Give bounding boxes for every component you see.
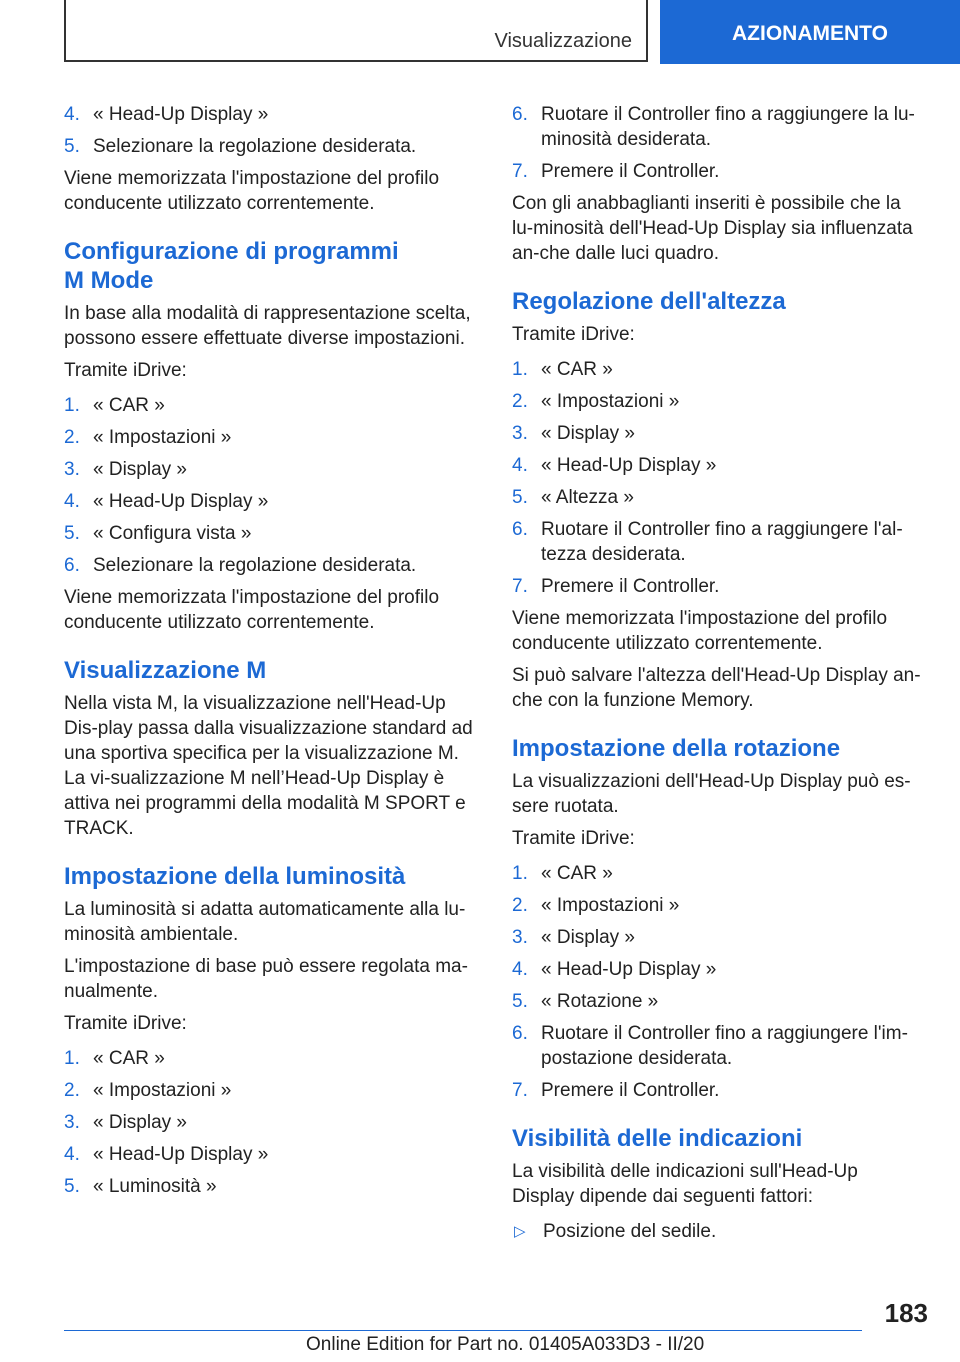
paragraph: Tramite iDrive: xyxy=(512,324,635,345)
list-item: 7. Premere il Controller. xyxy=(512,161,720,182)
step-text: Selezionare la regolazione desiderata. xyxy=(93,136,417,157)
list-item: 4. « Head-Up Display » xyxy=(64,491,269,512)
list-item: ▷ Posizione del sedile. xyxy=(514,1221,717,1242)
paragraph: L'impostazione di base può essere regolata ma-nualmente. xyxy=(64,956,468,1002)
note: Viene memorizzata l'impostazione del profilo conducente utilizzato correntemente. xyxy=(512,608,888,654)
paragraph: In base alla modalità di rappresentazione scelta, possono essere effettuate diverse impostazioni. xyxy=(64,303,471,349)
list-item: 1. « CAR » xyxy=(512,863,613,884)
paragraph: La luminosità si adatta automaticamente alla lu-minosità ambientale. xyxy=(64,899,466,945)
paragraph: La visualizzazioni dell'Head-Up Display può es-sere ruotata. xyxy=(512,771,911,817)
list-item: 3. « Display » xyxy=(64,459,187,480)
list-item: 7. Premere il Controller. xyxy=(512,1080,720,1101)
list-item: 5. « Configura vista » xyxy=(64,523,252,544)
list-item: 6. Ruotare il Controller fino a raggiungere l'im-postazione desiderata. xyxy=(512,1023,908,1069)
section-title: Visualizzazione xyxy=(494,30,632,52)
header-section-box xyxy=(64,0,648,62)
step-text: « Head-Up Display » xyxy=(93,104,269,125)
list-item: 1. « CAR » xyxy=(512,359,613,380)
list-item: 4. « Head-Up Display » xyxy=(64,1144,269,1165)
list-item: 3. « Display » xyxy=(512,423,635,444)
left-column xyxy=(64,102,476,1206)
list-item: 6. Selezionare la regolazione desiderata. xyxy=(64,555,417,576)
list-item xyxy=(64,102,476,127)
section-heading: Regolazione dell'altezza xyxy=(512,288,786,315)
list-item: 5. « Altezza » xyxy=(512,487,634,508)
list-item: 2. « Impostazioni » xyxy=(64,1080,232,1101)
note: Con gli anabbaglianti inseriti è possibile che la lu-minosità dell'Head-Up Display sia influenzata an-che dalle luci quadro. xyxy=(512,193,913,264)
note: Si può salvare l'altezza dell'Head-Up Display an-che con la funzione Memory. xyxy=(512,665,921,711)
page-number: 183 xyxy=(884,1298,928,1328)
section-heading: Impostazione della rotazione xyxy=(512,735,841,762)
list-item: 6. Ruotare il Controller fino a raggiungere l'al-tezza desiderata. xyxy=(512,519,903,565)
paragraph: Tramite iDrive: xyxy=(64,360,187,381)
note: Viene memorizzata l'impostazione del profilo conducente utilizzato correntemente. xyxy=(64,168,440,214)
step-number: 5. xyxy=(64,136,80,157)
list-item: 4. « Head-Up Display » xyxy=(512,455,717,476)
list-item: 3. « Display » xyxy=(512,927,635,948)
triangle-bullet-icon: ▷ xyxy=(514,1223,526,1240)
edition-footer: Online Edition for Part no. 01405A033D3 - II/20 xyxy=(306,1334,705,1355)
section-heading: Configurazione di programmi M Mode xyxy=(64,238,399,294)
list-item: 1. « CAR » xyxy=(64,1048,165,1069)
paragraph: Nella vista M, la visualizzazione nell'Head-Up Dis-play passa dalla visualizzazione standard ad una sportiva specifica per la visualizzazione M. La vi-sualizzazione M nell’Head-Up Display è attiva nei programmi della modalità M SPORT e TRACK. xyxy=(64,693,473,839)
list-item: 2. « Impostazioni » xyxy=(512,895,680,916)
step-number: 4. xyxy=(64,104,80,125)
note: Viene memorizzata l'impostazione del profilo conducente utilizzato correntemente. xyxy=(64,587,440,633)
page-header xyxy=(64,0,960,66)
paragraph: Tramite iDrive: xyxy=(512,828,635,849)
list-item: 3. « Display » xyxy=(64,1112,187,1133)
list-item: 5. « Luminosità » xyxy=(64,1176,217,1197)
list-item: 2. « Impostazioni » xyxy=(64,427,232,448)
list-item: 7. Premere il Controller. xyxy=(512,576,720,597)
section-heading: Impostazione della luminosità xyxy=(64,863,406,890)
list-item: 4. « Head-Up Display » xyxy=(512,959,717,980)
section-heading: Visualizzazione M xyxy=(64,657,267,684)
list-item: 2. « Impostazioni » xyxy=(512,391,680,412)
chapter-tab: AZIONAMENTO xyxy=(660,0,960,64)
right-column xyxy=(512,102,924,1251)
paragraph: La visibilità delle indicazioni sull'Head-Up Display dipende dai seguenti fattori: xyxy=(512,1161,858,1207)
list-item: 1. « CAR » xyxy=(64,395,165,416)
list-item xyxy=(64,134,476,159)
list-item: 6. Ruotare il Controller fino a raggiungere la lu-minosità desiderata. xyxy=(512,104,915,150)
list-item: 5. « Rotazione » xyxy=(512,991,659,1012)
paragraph: Tramite iDrive: xyxy=(64,1013,187,1034)
footer-divider xyxy=(64,1330,862,1331)
section-heading: Visibilità delle indicazioni xyxy=(512,1125,803,1152)
